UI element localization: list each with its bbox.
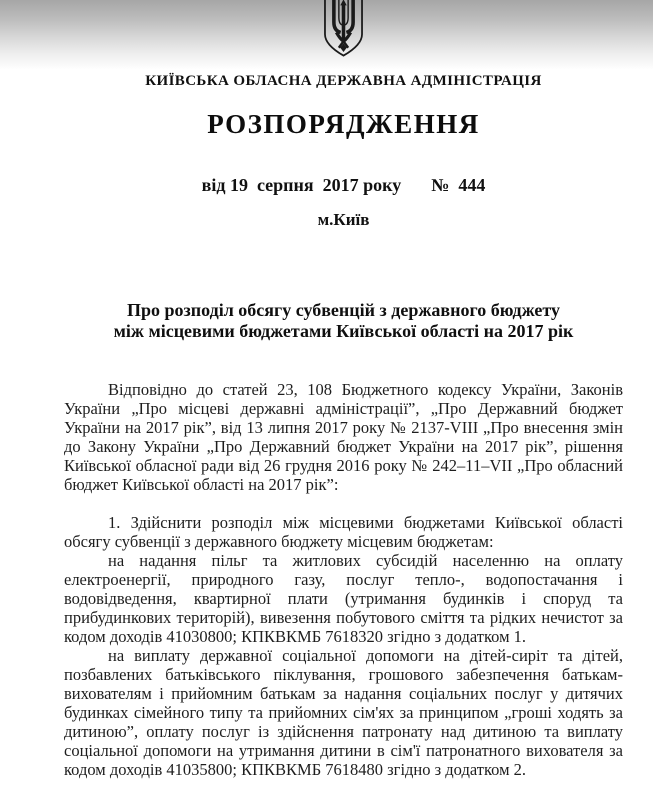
document-number: № 444 [431, 175, 486, 195]
paragraph-preamble: Відповідно до статей 23, 108 Бюджетного кодексу України, Законів України „Про місцеві державні адміністрації”, „Про Державний бюджет України на 2017 рік”, від 13 липня 2017 року № 2137-VIII „Про внесення змін до Закону України „Про Державний бюджет України на 2017 рік”, рішення Київської обласної ради від 26 грудня 2016 року № 242–11–VII „Про обласний бюджет Київської області на 2017 рік”: [64, 380, 623, 494]
paragraph-social-aid: на виплату державної соціальної допомоги на дітей-сиріт та дітей, позбавлених батьківського піклування, грошового забезпечення батькам-вихователям і прийомним батькам за надання соціальних послуг у дитячих будинках сімейного типу та прийомних сім'ях за принципом „гроші ходять за дитиною”, оплату послуг із здійснення патронату над дитиною та виплату соціальної допомоги на утримання дитини в сім'ї патронатного вихователя за кодом доходів 41035800; КПКВКМБ 7618480 згідно з додатком 2. [64, 646, 623, 779]
document-date: від 19 серпня 2017 року [201, 175, 402, 195]
date-number-line [64, 175, 623, 196]
organization-name: КИЇВСЬКА ОБЛАСНА ДЕРЖАВНА АДМІНІСТРАЦІЯ [145, 73, 542, 89]
document-body [64, 380, 623, 779]
document-title-line1: Про розподіл обсягу субвенцій з державного бюджету [126, 300, 560, 320]
paragraph-item-1: 1. Здійснити розподіл між місцевими бюджетами Київської області обсягу субвенції з державного бюджету місцевим бюджетам: [64, 513, 623, 551]
ukraine-trident-emblem-icon [322, 0, 365, 57]
city-label: м.Київ [317, 210, 370, 229]
document-content [64, 0, 623, 791]
paragraph-subsidies: на надання пільг та житлових субсидій населенню на оплату електроенергії, природного газу, послуг тепло-, водопостачання і водовідведення, квартирної плати (утримання будинків і споруд та прибудинкових територій), вивезення побутового сміття та рідких нечистот за кодом доходів 41030800; КПКВКМБ 7618320 згідно з додатком 1. [64, 551, 623, 646]
document-title-line2: між місцевими бюджетами Київської області на 2017 рік [113, 321, 574, 341]
document-title [64, 300, 623, 342]
document-type-heading: РОЗПОРЯДЖЕННЯ [207, 109, 480, 139]
